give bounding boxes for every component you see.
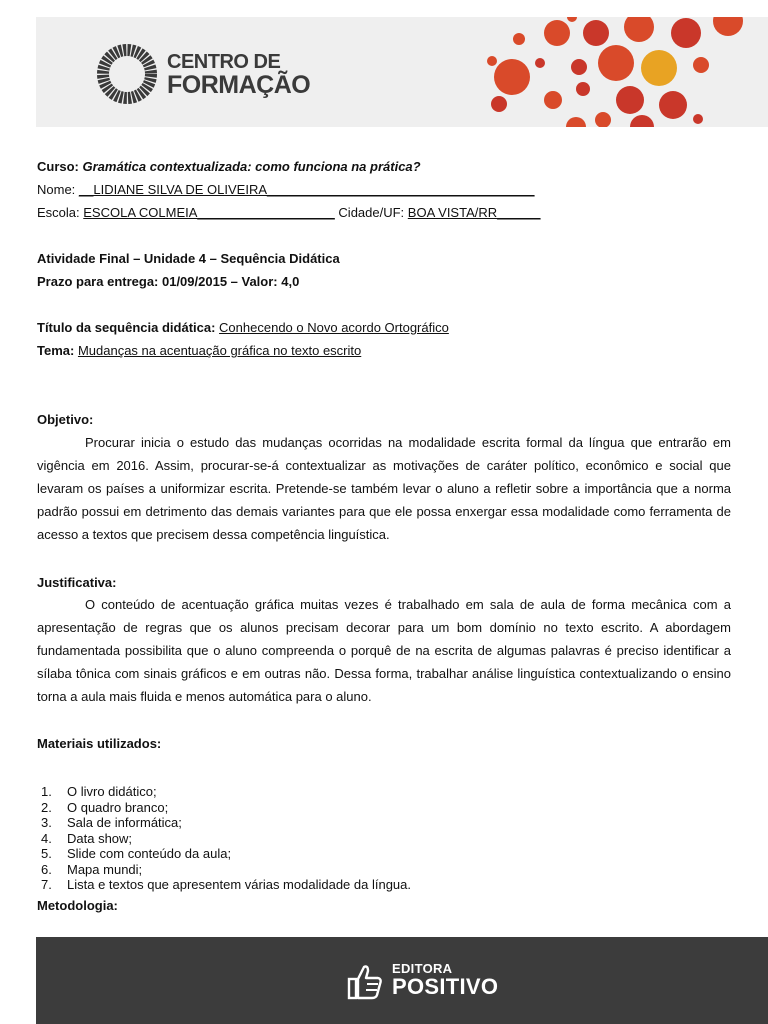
justificativa-paragraph — [37, 593, 731, 708]
cidade-label: Cidade/UF: — [338, 205, 405, 220]
curso-label: Curso: — [37, 159, 79, 174]
list-item: 1. O livro didático; — [41, 784, 157, 799]
thumbs-up-icon — [344, 961, 386, 1003]
list-item: 4. Data show; — [41, 830, 133, 846]
titulo-label: Título da sequência didática: — [37, 320, 216, 335]
escola-line — [37, 205, 541, 221]
footer-brand-line1: EDITORA — [392, 961, 453, 976]
titulo-line — [37, 320, 449, 336]
list-item: 5. Slide com conteúdo da aula; — [41, 846, 232, 861]
objetivo-text: Procurar inicia o estudo das mudanças ocorridas na modalidade escrita formal da língua que entrarão em vigência em 2016. Assim, procurar-se-á contextualizar as motivações de caráter político, econômico e social que levaram os países a uniformizar escrita. Pretende-se também levar o aluno a refletir sobre a importância que a norma padrão possui em detrimento das demais variantes para que ele possa enxergar essa modalidade como ferramenta de acesso a textos que precisem dessa competência linguística. — [37, 435, 731, 542]
header-banner — [36, 17, 768, 127]
escola-value: ESCOLA COLMEIA___________________ — [83, 205, 335, 220]
footer-banner — [36, 937, 768, 1024]
nome-line — [37, 182, 535, 198]
footer-brand-text — [392, 962, 498, 998]
nome-label: Nome: — [37, 182, 76, 197]
list-item: 6. Mapa mundi; — [41, 861, 143, 877]
metodologia-heading: Metodologia: — [37, 898, 118, 913]
list-item: 7. Lista e textos que apresentem várias modalidade da língua. — [41, 877, 411, 892]
logo-line2: FORMAÇÃO — [167, 71, 311, 99]
centro-de-formacao-logo — [167, 51, 310, 97]
atividade-title: Atividade Final – Unidade 4 – Sequência Didática — [37, 251, 340, 266]
titulo-value: Conhecendo o Novo acordo Ortográfico — [219, 320, 449, 335]
objetivo-heading: Objetivo: — [37, 412, 94, 427]
tema-value: Mudanças na acentuação gráfica no texto escrito — [77, 343, 362, 358]
list-item: 3. Sala de informática; — [41, 815, 182, 830]
prazo-line: Prazo para entrega: 01/09/2015 – Valor: 4,0 — [37, 274, 300, 289]
curso-line — [37, 159, 421, 175]
nome-value: __LIDIANE SILVA DE OLIVEIRA_____________________________________ — [78, 182, 535, 197]
footer-brand-line2: POSITIVO — [392, 974, 499, 999]
escola-label: Escola: — [37, 205, 80, 220]
logo-line1: CENTRO DE — [167, 51, 281, 73]
cidade-value: BOA VISTA/RR______ — [407, 205, 541, 220]
tema-label: Tema: — [37, 343, 75, 358]
materiais-list — [37, 784, 411, 893]
ring-logo-icon — [94, 41, 160, 107]
decorative-dots — [476, 17, 768, 127]
list-item: 2. O quadro branco; — [41, 799, 169, 815]
justificativa-text: O conteúdo de acentuação gráfica muitas vezes é trabalhado em sala de aula de forma mecânica com a apresentação de regras que os alunos precisam decorar para um bom domínio no texto escrito. A abordagem fundamentada possibilita que o aluno compreenda o porquê de na escrita de algumas palavras é preciso identificar a sílaba tônica com sinais gráficos e em outras não. Dessa forma, trabalhar análise linguística contextualizando o ensino torna a aula mais fluida e menos automática para o aluno. — [37, 597, 731, 704]
curso-value: Gramática contextualizada: como funciona na prática? — [82, 159, 421, 174]
editora-positivo-logo — [344, 959, 514, 1007]
tema-line — [37, 343, 361, 359]
materiais-heading: Materiais utilizados: — [37, 736, 162, 751]
justificativa-heading: Justificativa: — [37, 575, 117, 590]
objetivo-paragraph — [37, 431, 731, 546]
